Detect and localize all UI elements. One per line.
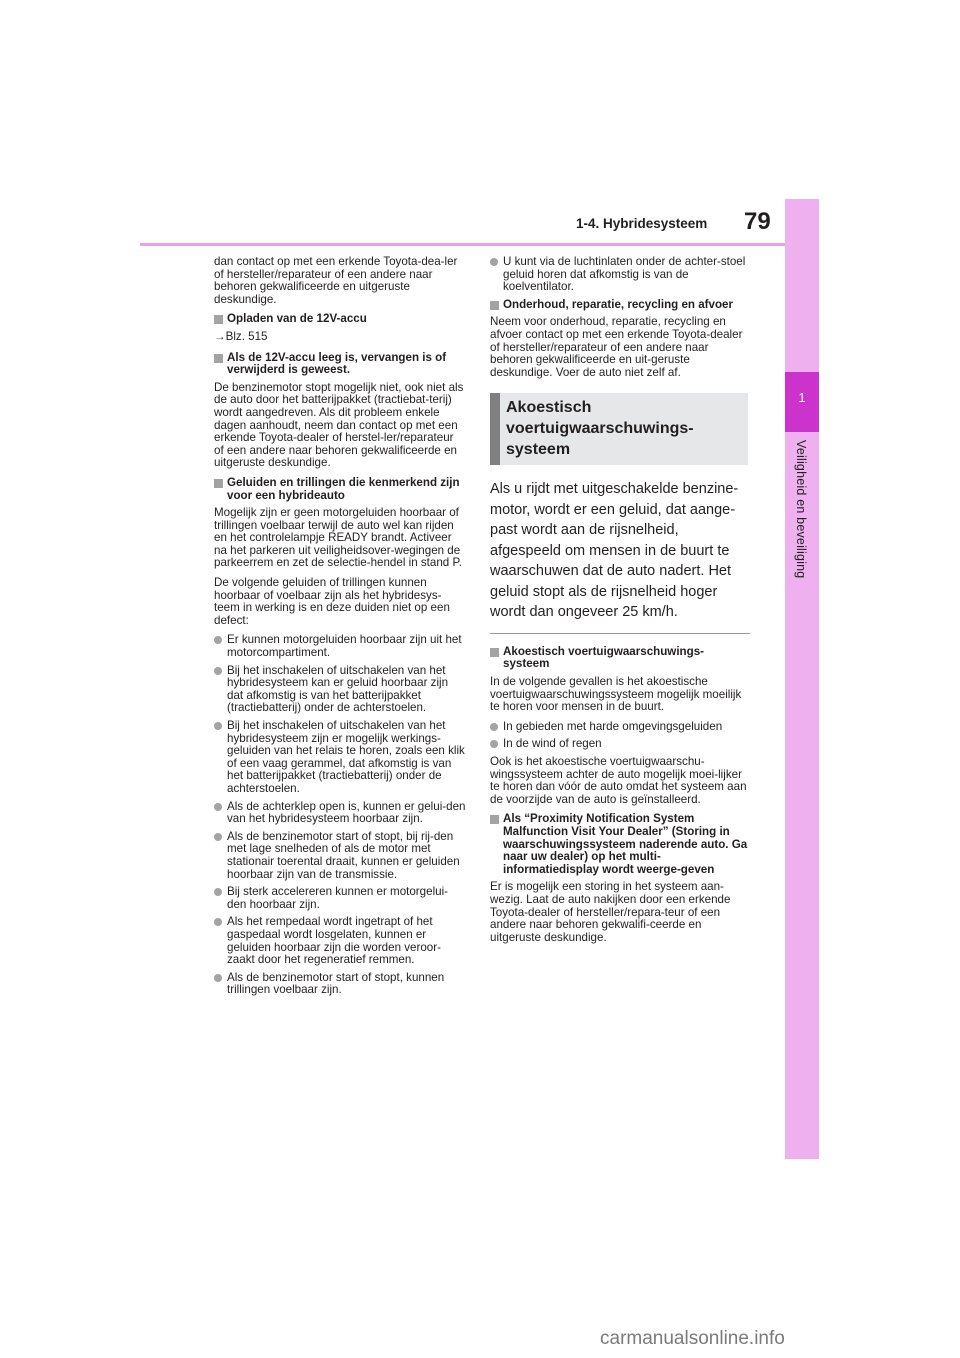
subheading-text: Als de 12V-accu leeg is, vervangen is of verwijderd is geweest. <box>227 350 447 377</box>
list-item-text: Bij sterk accelereren kunnen er motorgelui-den hoorbaar zijn. <box>227 885 449 911</box>
subheading-battery-empty <box>214 352 466 377</box>
section-title-box <box>490 393 748 465</box>
section-title-bar <box>490 393 500 465</box>
list-item <box>214 886 466 911</box>
subheading-text: Geluiden en trillingen die kenmerkend zijn voor een hybrideauto <box>227 475 460 502</box>
section-title-line: Akoestisch <box>506 399 592 417</box>
list-item <box>490 738 750 751</box>
list-item-text: In gebieden met harde omgevingsgeluiden <box>503 719 723 733</box>
dot-bullet-icon <box>214 636 222 644</box>
chapter-number: 1 <box>798 390 806 405</box>
paragraph: In de volgende gevallen is het akoestische voertuigwaarschuwingssysteem mogelijk moeilijk te horen voor mensen in de buurt. <box>490 675 742 714</box>
subheading-text: Als “Proximity Notification System Malfunction Visit Your Dealer” (Storing in waarschuwingssysteem naderende auto. Ga naar uw dealer) op het multi-informatiedisplay wordt weerge-geven <box>503 812 748 876</box>
list-item-text: In de wind of regen <box>503 737 602 751</box>
paragraph: Neem voor onderhoud, reparatie, recycling en afvoer contact op met een erkende Toyota-dealer of hersteller/reparateur of een andere naar behoren gekwalificeerde en uit-geruste deskundige. Voer de auto niet zelf af. <box>490 315 743 379</box>
subheading-maintenance <box>490 299 750 312</box>
page-number: 79 <box>744 208 771 235</box>
paragraph: Er is mogelijk een storing in het systeem aan-wezig. Laat de auto nakijken door een erkende Toyota-dealer of hersteller/repara-teur of een andere naar behoren gekwalifi-ceerde en uitgeruste deskundige. <box>490 880 731 944</box>
list-item-text: Als de benzinemotor start of stopt, bij rij-den met lage snelheden of als de motor met stationair toerental draait, kunnen er geluiden hoorbaar zijn van de transmissie. <box>227 829 460 881</box>
dot-bullet-icon <box>214 974 222 982</box>
subheading-sounds <box>214 477 466 502</box>
square-bullet-icon <box>214 479 223 488</box>
square-bullet-icon <box>214 315 223 324</box>
dot-bullet-icon <box>214 803 222 811</box>
left-column <box>214 256 466 1002</box>
dot-bullet-icon <box>214 722 222 730</box>
dot-bullet-icon <box>214 833 222 841</box>
subheading-text: Opladen van de 12V-accu <box>227 312 367 326</box>
section-title <box>506 397 694 460</box>
list-item <box>490 256 750 294</box>
dot-bullet-icon <box>490 723 498 731</box>
dot-bullet-icon <box>490 740 498 748</box>
list-item <box>214 801 466 826</box>
list-item <box>214 720 466 796</box>
chapter-side-tab <box>785 199 819 1159</box>
watermark: carmanualsonline.info <box>600 1328 785 1349</box>
subheading-charging <box>214 313 466 326</box>
section-title-line: voertuigwaarschuwings- <box>506 420 694 438</box>
paragraph: dan contact op met een erkende Toyota-dea-ler of hersteller/reparateur of een andere naar behoren gekwalificeerde en uitgeruste deskundige. <box>214 255 458 306</box>
paragraph: Mogelijk zijn er geen motorgeluiden hoorbaar of trillingen voelbaar terwijl de auto wel kan rijden en het controlelampje READY brandt. Activeer na het parkeren uit veiligheidsover-wegingen de parkeerrem en zet de selectie-hendel in stand P. <box>214 506 462 570</box>
square-bullet-icon <box>490 815 499 824</box>
square-bullet-icon <box>490 648 499 657</box>
list-item <box>214 972 466 997</box>
dot-bullet-icon <box>214 667 222 675</box>
header-rule <box>140 243 785 246</box>
list-item <box>214 634 466 659</box>
list-item-text: Als het rempedaal wordt ingetrapt of het gaspedaal wordt losgelaten, kunnen er geluiden hoorbaar zijn die worden veroor-zaakt door het regeneratief remmen. <box>227 915 441 967</box>
dot-bullet-icon <box>490 258 498 266</box>
paragraph: De benzinemotor stopt mogelijk niet, ook niet als de auto door het batterijpakket (tractiebat-terij) wordt aangedreven. Als dit probleem enkele dagen aanhoudt, neem dan contact op met een erkende Toyota-dealer of herstel-ler/reparateur of een andere naar behoren gekwalificeerde en uitgeruste deskundige. <box>214 380 464 470</box>
list-item <box>214 831 466 881</box>
list-item-text: Bij het inschakelen of uitschakelen van het hybridesysteem kan er geluid hoorbaar zijn dat afkomstig is van het batterijpakket (tractiebatterij) onder de achterstoelen. <box>227 663 449 715</box>
list-item-text: Er kunnen motorgeluiden hoorbaar zijn uit het motorcompartiment. <box>227 633 462 660</box>
section-header: 1-4. Hybridesysteem <box>576 216 708 231</box>
subheading-text: Akoestisch voertuigwaarschuwings-systeem <box>503 644 705 671</box>
paragraph: Ook is het akoestische voertuigwaarschu-wingssysteem achter de auto mogelijk moei-lijker te horen dan vóór de auto omdat het systeem aan de voorzijde van de auto is geïnstalleerd. <box>490 755 747 806</box>
section-title-line: systeem <box>506 441 571 459</box>
page-reference-link[interactable]: →Blz. 515 <box>214 329 268 343</box>
square-bullet-icon <box>214 354 223 363</box>
list-item-text: Bij het inschakelen of uitschakelen van het hybridesysteem zijn er mogelijk werkings-geluiden van het relais te horen, zoals een klik of een vaag gerammel, dat afkomstig is van het batterijpakket (tractiebatterij) onder de achterstoelen. <box>227 719 465 795</box>
subheading-malfunction <box>490 813 750 876</box>
right-column <box>490 256 750 951</box>
list-item <box>490 721 750 734</box>
dot-bullet-icon <box>214 888 222 896</box>
section-intro: Als u rijdt met uitgeschakelde benzine-motor, wordt er een geluid, dat aange-past wordt aan de rijsnelheid, afgespeeld om mensen in de buurt te waarschuwen dat de auto nadert. Het geluid stopt als de rijsnelheid hoger wordt dan ongeveer 25 km/h. <box>490 481 739 621</box>
paragraph: De volgende geluiden of trillingen kunnen hoorbaar of voelbaar zijn als het hybridesys-teem in werking is en deze duiden niet op een defect: <box>214 576 450 627</box>
divider <box>490 633 750 634</box>
subheading-avas <box>490 646 750 671</box>
list-item-text: Als de achterklep open is, kunnen er gelui-den van het hybridesysteem hoorbaar zijn. <box>227 799 466 826</box>
square-bullet-icon <box>490 301 499 310</box>
list-item <box>214 665 466 715</box>
subheading-text: Onderhoud, reparatie, recycling en afvoer <box>503 297 734 311</box>
list-item-text: U kunt via de luchtinlaten onder de achter-stoel geluid horen dat afkomstig is van de koelventilator. <box>503 255 746 294</box>
chapter-title: Veiligheid en beveiliging <box>794 440 808 579</box>
dot-bullet-icon <box>214 918 222 926</box>
list-item <box>214 916 466 966</box>
list-item-text: Als de benzinemotor start of stopt, kunnen trillingen voelbaar zijn. <box>227 970 445 997</box>
